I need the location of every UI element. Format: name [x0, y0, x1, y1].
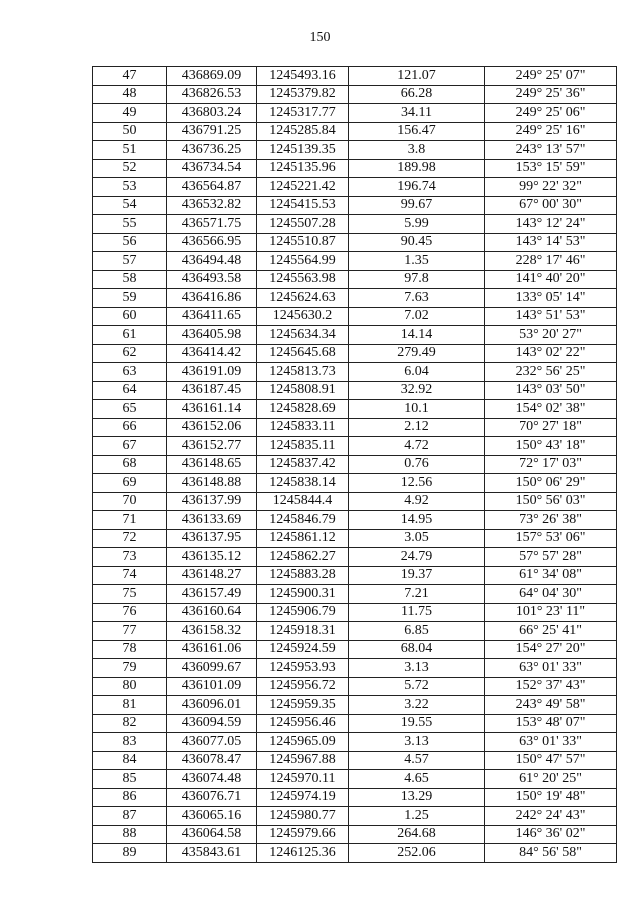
- distance-cell: 11.75: [349, 603, 485, 622]
- distance-cell: 24.79: [349, 548, 485, 567]
- distance-cell: 19.55: [349, 714, 485, 733]
- bearing-cell: 146° 36' 02": [485, 825, 617, 844]
- y-coordinate-cell: 1245833.11: [257, 418, 349, 437]
- bearing-cell: 72° 17' 03": [485, 455, 617, 474]
- y-coordinate-cell: 1245906.79: [257, 603, 349, 622]
- x-coordinate-cell: 436135.12: [167, 548, 257, 567]
- y-coordinate-cell: 1245965.09: [257, 733, 349, 752]
- x-coordinate-cell: 436152.77: [167, 437, 257, 456]
- table-row: [93, 85, 617, 104]
- point-number-cell: 83: [93, 733, 167, 752]
- bearing-cell: 249° 25' 07": [485, 67, 617, 86]
- bearing-cell: 154° 27' 20": [485, 640, 617, 659]
- point-number-cell: 52: [93, 159, 167, 178]
- y-coordinate-cell: 1245846.79: [257, 511, 349, 530]
- y-coordinate-cell: 1245980.77: [257, 807, 349, 826]
- table-row: [93, 289, 617, 308]
- y-coordinate-cell: 1245634.34: [257, 326, 349, 345]
- x-coordinate-cell: 436414.42: [167, 344, 257, 363]
- bearing-cell: 150° 06' 29": [485, 474, 617, 493]
- y-coordinate-cell: 1245900.31: [257, 585, 349, 604]
- x-coordinate-cell: 436494.48: [167, 252, 257, 271]
- table-row: [93, 363, 617, 382]
- x-coordinate-cell: 436566.95: [167, 233, 257, 252]
- table-row: [93, 474, 617, 493]
- point-number-cell: 63: [93, 363, 167, 382]
- distance-cell: 3.13: [349, 733, 485, 752]
- table-row: [93, 178, 617, 197]
- distance-cell: 90.45: [349, 233, 485, 252]
- table-row: [93, 511, 617, 530]
- x-coordinate-cell: 436064.58: [167, 825, 257, 844]
- point-number-cell: 81: [93, 696, 167, 715]
- distance-cell: 3.22: [349, 696, 485, 715]
- x-coordinate-cell: 436869.09: [167, 67, 257, 86]
- point-number-cell: 49: [93, 104, 167, 123]
- y-coordinate-cell: 1245285.84: [257, 122, 349, 141]
- point-number-cell: 86: [93, 788, 167, 807]
- table-row: [93, 344, 617, 363]
- x-coordinate-cell: 436065.16: [167, 807, 257, 826]
- x-coordinate-cell: 436158.32: [167, 622, 257, 641]
- bearing-cell: 249° 25' 16": [485, 122, 617, 141]
- distance-cell: 99.67: [349, 196, 485, 215]
- coordinates-table-body: [93, 67, 617, 863]
- table-row: [93, 67, 617, 86]
- point-number-cell: 71: [93, 511, 167, 530]
- y-coordinate-cell: 1245862.27: [257, 548, 349, 567]
- x-coordinate-cell: 436133.69: [167, 511, 257, 530]
- y-coordinate-cell: 1245135.96: [257, 159, 349, 178]
- distance-cell: 2.12: [349, 418, 485, 437]
- y-coordinate-cell: 1245835.11: [257, 437, 349, 456]
- bearing-cell: 61° 20' 25": [485, 770, 617, 789]
- x-coordinate-cell: 436148.65: [167, 455, 257, 474]
- distance-cell: 4.72: [349, 437, 485, 456]
- point-number-cell: 75: [93, 585, 167, 604]
- x-coordinate-cell: 436078.47: [167, 751, 257, 770]
- bearing-cell: 133° 05' 14": [485, 289, 617, 308]
- coordinates-table: [92, 66, 617, 863]
- x-coordinate-cell: 436734.54: [167, 159, 257, 178]
- x-coordinate-cell: 436157.49: [167, 585, 257, 604]
- distance-cell: 68.04: [349, 640, 485, 659]
- point-number-cell: 87: [93, 807, 167, 826]
- y-coordinate-cell: 1245317.77: [257, 104, 349, 123]
- x-coordinate-cell: 436571.75: [167, 215, 257, 234]
- bearing-cell: 53° 20' 27": [485, 326, 617, 345]
- x-coordinate-cell: 436493.58: [167, 270, 257, 289]
- bearing-cell: 249° 25' 36": [485, 85, 617, 104]
- y-coordinate-cell: 1245564.99: [257, 252, 349, 271]
- y-coordinate-cell: 1245970.11: [257, 770, 349, 789]
- bearing-cell: 157° 53' 06": [485, 529, 617, 548]
- distance-cell: 13.29: [349, 788, 485, 807]
- point-number-cell: 78: [93, 640, 167, 659]
- distance-cell: 196.74: [349, 178, 485, 197]
- table-row: [93, 141, 617, 160]
- distance-cell: 189.98: [349, 159, 485, 178]
- distance-cell: 7.02: [349, 307, 485, 326]
- point-number-cell: 50: [93, 122, 167, 141]
- bearing-cell: 141° 40' 20": [485, 270, 617, 289]
- distance-cell: 156.47: [349, 122, 485, 141]
- bearing-cell: 70° 27' 18": [485, 418, 617, 437]
- x-coordinate-cell: 436077.05: [167, 733, 257, 752]
- point-number-cell: 88: [93, 825, 167, 844]
- table-row: [93, 455, 617, 474]
- table-row: [93, 585, 617, 604]
- point-number-cell: 68: [93, 455, 167, 474]
- y-coordinate-cell: 1245918.31: [257, 622, 349, 641]
- table-row: [93, 622, 617, 641]
- y-coordinate-cell: 1245924.59: [257, 640, 349, 659]
- bearing-cell: 150° 47' 57": [485, 751, 617, 770]
- bearing-cell: 153° 48' 07": [485, 714, 617, 733]
- y-coordinate-cell: 1245956.72: [257, 677, 349, 696]
- x-coordinate-cell: 436791.25: [167, 122, 257, 141]
- bearing-cell: 232° 56' 25": [485, 363, 617, 382]
- y-coordinate-cell: 1245956.46: [257, 714, 349, 733]
- bearing-cell: 63° 01' 33": [485, 733, 617, 752]
- distance-cell: 97.8: [349, 270, 485, 289]
- x-coordinate-cell: 436191.09: [167, 363, 257, 382]
- x-coordinate-cell: 436187.45: [167, 381, 257, 400]
- table-row: [93, 733, 617, 752]
- x-coordinate-cell: 436148.27: [167, 566, 257, 585]
- y-coordinate-cell: 1245838.14: [257, 474, 349, 493]
- x-coordinate-cell: 436137.95: [167, 529, 257, 548]
- bearing-cell: 101° 23' 11": [485, 603, 617, 622]
- x-coordinate-cell: 436099.67: [167, 659, 257, 678]
- point-number-cell: 57: [93, 252, 167, 271]
- distance-cell: 4.92: [349, 492, 485, 511]
- table-row: [93, 492, 617, 511]
- point-number-cell: 59: [93, 289, 167, 308]
- point-number-cell: 62: [93, 344, 167, 363]
- distance-cell: 4.57: [349, 751, 485, 770]
- y-coordinate-cell: 1245645.68: [257, 344, 349, 363]
- table-row: [93, 825, 617, 844]
- distance-cell: 32.92: [349, 381, 485, 400]
- table-row: [93, 714, 617, 733]
- bearing-cell: 73° 26' 38": [485, 511, 617, 530]
- table-row: [93, 252, 617, 271]
- y-coordinate-cell: 1245563.98: [257, 270, 349, 289]
- y-coordinate-cell: 1245883.28: [257, 566, 349, 585]
- table-row: [93, 418, 617, 437]
- x-coordinate-cell: 436736.25: [167, 141, 257, 160]
- distance-cell: 34.11: [349, 104, 485, 123]
- table-row: [93, 270, 617, 289]
- table-row: [93, 381, 617, 400]
- table-row: [93, 844, 617, 863]
- point-number-cell: 72: [93, 529, 167, 548]
- distance-cell: 5.72: [349, 677, 485, 696]
- point-number-cell: 73: [93, 548, 167, 567]
- y-coordinate-cell: 1245861.12: [257, 529, 349, 548]
- table-row: [93, 548, 617, 567]
- y-coordinate-cell: 1245813.73: [257, 363, 349, 382]
- distance-cell: 3.8: [349, 141, 485, 160]
- distance-cell: 12.56: [349, 474, 485, 493]
- bearing-cell: 66° 25' 41": [485, 622, 617, 641]
- y-coordinate-cell: 1246125.36: [257, 844, 349, 863]
- distance-cell: 264.68: [349, 825, 485, 844]
- x-coordinate-cell: 436411.65: [167, 307, 257, 326]
- point-number-cell: 54: [93, 196, 167, 215]
- table-row: [93, 233, 617, 252]
- point-number-cell: 77: [93, 622, 167, 641]
- distance-cell: 14.95: [349, 511, 485, 530]
- bearing-cell: 150° 43' 18": [485, 437, 617, 456]
- point-number-cell: 67: [93, 437, 167, 456]
- bearing-cell: 243° 13' 57": [485, 141, 617, 160]
- bearing-cell: 153° 15' 59": [485, 159, 617, 178]
- bearing-cell: 84° 56' 58": [485, 844, 617, 863]
- y-coordinate-cell: 1245139.35: [257, 141, 349, 160]
- y-coordinate-cell: 1245493.16: [257, 67, 349, 86]
- point-number-cell: 64: [93, 381, 167, 400]
- y-coordinate-cell: 1245979.66: [257, 825, 349, 844]
- table-row: [93, 677, 617, 696]
- distance-cell: 0.76: [349, 455, 485, 474]
- point-number-cell: 79: [93, 659, 167, 678]
- distance-cell: 19.37: [349, 566, 485, 585]
- point-number-cell: 69: [93, 474, 167, 493]
- bearing-cell: 242° 24' 43": [485, 807, 617, 826]
- bearing-cell: 57° 57' 28": [485, 548, 617, 567]
- distance-cell: 10.1: [349, 400, 485, 419]
- table-row: [93, 307, 617, 326]
- page-number: 150: [309, 30, 331, 45]
- x-coordinate-cell: 436094.59: [167, 714, 257, 733]
- table-row: [93, 529, 617, 548]
- x-coordinate-cell: 436137.99: [167, 492, 257, 511]
- bearing-cell: 143° 12' 24": [485, 215, 617, 234]
- distance-cell: 6.04: [349, 363, 485, 382]
- y-coordinate-cell: 1245953.93: [257, 659, 349, 678]
- table-row: [93, 640, 617, 659]
- table-row: [93, 751, 617, 770]
- y-coordinate-cell: 1245624.63: [257, 289, 349, 308]
- bearing-cell: 228° 17' 46": [485, 252, 617, 271]
- x-coordinate-cell: 436532.82: [167, 196, 257, 215]
- table-row: [93, 696, 617, 715]
- bearing-cell: 61° 34' 08": [485, 566, 617, 585]
- table-row: [93, 104, 617, 123]
- x-coordinate-cell: 436161.14: [167, 400, 257, 419]
- x-coordinate-cell: 436826.53: [167, 85, 257, 104]
- y-coordinate-cell: 1245415.53: [257, 196, 349, 215]
- table-row: [93, 215, 617, 234]
- bearing-cell: 143° 14' 53": [485, 233, 617, 252]
- table-row: [93, 400, 617, 419]
- distance-cell: 121.07: [349, 67, 485, 86]
- bearing-cell: 63° 01' 33": [485, 659, 617, 678]
- y-coordinate-cell: 1245510.87: [257, 233, 349, 252]
- point-number-cell: 66: [93, 418, 167, 437]
- point-number-cell: 56: [93, 233, 167, 252]
- y-coordinate-cell: 1245507.28: [257, 215, 349, 234]
- bearing-cell: 64° 04' 30": [485, 585, 617, 604]
- point-number-cell: 60: [93, 307, 167, 326]
- x-coordinate-cell: 435843.61: [167, 844, 257, 863]
- point-number-cell: 58: [93, 270, 167, 289]
- table-row: [93, 122, 617, 141]
- point-number-cell: 61: [93, 326, 167, 345]
- distance-cell: 252.06: [349, 844, 485, 863]
- bearing-cell: 150° 56' 03": [485, 492, 617, 511]
- x-coordinate-cell: 436074.48: [167, 770, 257, 789]
- distance-cell: 1.25: [349, 807, 485, 826]
- bearing-cell: 243° 49' 58": [485, 696, 617, 715]
- y-coordinate-cell: 1245959.35: [257, 696, 349, 715]
- table-row: [93, 326, 617, 345]
- y-coordinate-cell: 1245808.91: [257, 381, 349, 400]
- x-coordinate-cell: 436096.01: [167, 696, 257, 715]
- point-number-cell: 74: [93, 566, 167, 585]
- table-row: [93, 788, 617, 807]
- point-number-cell: 82: [93, 714, 167, 733]
- distance-cell: 66.28: [349, 85, 485, 104]
- point-number-cell: 89: [93, 844, 167, 863]
- table-row: [93, 807, 617, 826]
- table-row: [93, 659, 617, 678]
- y-coordinate-cell: 1245379.82: [257, 85, 349, 104]
- bearing-cell: 99° 22' 32": [485, 178, 617, 197]
- table-row: [93, 437, 617, 456]
- distance-cell: 1.35: [349, 252, 485, 271]
- distance-cell: 4.65: [349, 770, 485, 789]
- point-number-cell: 48: [93, 85, 167, 104]
- y-coordinate-cell: 1245844.4: [257, 492, 349, 511]
- x-coordinate-cell: 436101.09: [167, 677, 257, 696]
- point-number-cell: 53: [93, 178, 167, 197]
- distance-cell: 7.21: [349, 585, 485, 604]
- distance-cell: 6.85: [349, 622, 485, 641]
- x-coordinate-cell: 436405.98: [167, 326, 257, 345]
- table-row: [93, 566, 617, 585]
- table-row: [93, 196, 617, 215]
- y-coordinate-cell: 1245630.2: [257, 307, 349, 326]
- x-coordinate-cell: 436803.24: [167, 104, 257, 123]
- y-coordinate-cell: 1245828.69: [257, 400, 349, 419]
- bearing-cell: 249° 25' 06": [485, 104, 617, 123]
- y-coordinate-cell: 1245221.42: [257, 178, 349, 197]
- x-coordinate-cell: 436416.86: [167, 289, 257, 308]
- point-number-cell: 70: [93, 492, 167, 511]
- bearing-cell: 152° 37' 43": [485, 677, 617, 696]
- point-number-cell: 47: [93, 67, 167, 86]
- point-number-cell: 80: [93, 677, 167, 696]
- bearing-cell: 150° 19' 48": [485, 788, 617, 807]
- distance-cell: 3.05: [349, 529, 485, 548]
- distance-cell: 3.13: [349, 659, 485, 678]
- point-number-cell: 55: [93, 215, 167, 234]
- x-coordinate-cell: 436160.64: [167, 603, 257, 622]
- x-coordinate-cell: 436161.06: [167, 640, 257, 659]
- bearing-cell: 154° 02' 38": [485, 400, 617, 419]
- x-coordinate-cell: 436148.88: [167, 474, 257, 493]
- y-coordinate-cell: 1245967.88: [257, 751, 349, 770]
- x-coordinate-cell: 436076.71: [167, 788, 257, 807]
- distance-cell: 5.99: [349, 215, 485, 234]
- bearing-cell: 67° 00' 30": [485, 196, 617, 215]
- bearing-cell: 143° 02' 22": [485, 344, 617, 363]
- table-row: [93, 159, 617, 178]
- point-number-cell: 84: [93, 751, 167, 770]
- table-row: [93, 770, 617, 789]
- y-coordinate-cell: 1245837.42: [257, 455, 349, 474]
- point-number-cell: 65: [93, 400, 167, 419]
- point-number-cell: 51: [93, 141, 167, 160]
- bearing-cell: 143° 03' 50": [485, 381, 617, 400]
- distance-cell: 7.63: [349, 289, 485, 308]
- bearing-cell: 143° 51' 53": [485, 307, 617, 326]
- y-coordinate-cell: 1245974.19: [257, 788, 349, 807]
- distance-cell: 14.14: [349, 326, 485, 345]
- point-number-cell: 85: [93, 770, 167, 789]
- distance-cell: 279.49: [349, 344, 485, 363]
- x-coordinate-cell: 436564.87: [167, 178, 257, 197]
- table-row: [93, 603, 617, 622]
- point-number-cell: 76: [93, 603, 167, 622]
- x-coordinate-cell: 436152.06: [167, 418, 257, 437]
